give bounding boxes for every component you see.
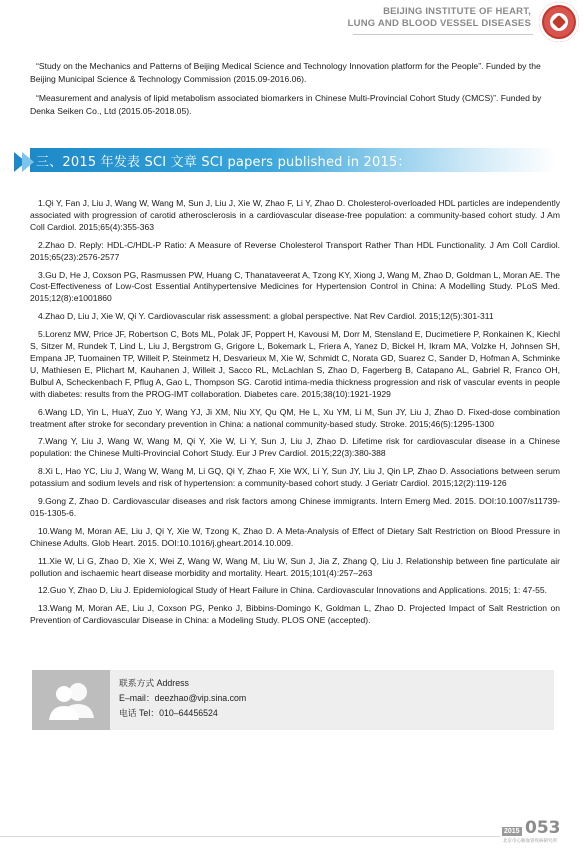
institute-name-line1: BEIJING INSTITUTE OF HEART, — [383, 6, 531, 17]
reference-item: 10.Wang M, Moran AE, Liu J, Qi Y, Xie W, Tzong K, Zhao D. A Meta-Analysis of Effect of Dietary Salt Restriction on Blood Pressure in Chinese Adults. Glob Heart. 2015. DOI:10.1016/j.gheart.2014.10.009. — [30, 525, 560, 548]
reference-item: 12.Guo Y, Zhao D, Liu J. Epidemiological Study of Heart Failure in China. Cardiovascular Innovations and Applications. 2015; 1: 47-55. — [38, 585, 547, 596]
contact-box — [32, 670, 554, 730]
institute-name-line2: LUNG AND BLOOD VESSEL DISEASES — [347, 17, 531, 29]
reference-item: 3.Gu D, He J, Coxson PG, Rasmussen PW, Huang C, Thanataveerat A, Tzong KY, Xiong J, Wang M, Zhao D, Goldman L, Moran AE. The Cost-Effectiveness of Low-Cost Essential Antihypertensive Medicines for Hypertension Control in China: A Modelling Study. PLoS Med. 2015;12(8):e1001860 — [30, 269, 560, 304]
reference-item: 9.Gong Z, Zhao D. Cardiovascular diseases and risk factors among Chinese immigrants. Intern Emerg Med. 2015. DOI:10.1007/s11739-015-1305-6. — [30, 496, 560, 518]
funding-list — [30, 60, 560, 124]
contact-details — [119, 676, 246, 721]
reference-item: 1.Qi Y, Fan J, Liu J, Wang W, Wang M, Sun J, Liu J, Xie W, Zhao F, Li Y, Zhao D. Cholesterol-overloaded HDL particles are independently associated with progression of carotid atherosclerosis in a cardiovascular disease-free population: a community-based cohort study. J Am Coll Cardiol. 2015;65(4):355-363 — [30, 198, 560, 232]
reference-item: 6.Wang LD, Yin L, HuaY, Zuo Y, Wang YJ, Ji XM, Niu XY, Qu QM, He L, Xu YM, Li M, Sun JY, Liu J, Zhao D. Fixed-dose combination treatment after stroke for secondary prevention in China: a national community-based study. Stroke. 2015;46(5):1295-1300 — [30, 406, 560, 429]
footer-rule — [0, 836, 500, 837]
people-icon — [32, 670, 110, 730]
funding-item: “Measurement and analysis of lipid metabolism associated biomarkers in Chinese Multi-Provincial Cohort Study (CMCS)”. Funded by Denka Seiken Co., Ltd (2015.05-2018.05). — [30, 93, 542, 116]
page-header — [0, 0, 583, 38]
footer-subtitle: 北京市心肺血管疾病研究所 — [503, 838, 557, 843]
section-banner — [0, 140, 583, 180]
reference-item: 2.Zhao D. Reply: HDL-C/HDL-P Ratio: A Measure of Reverse Cholesterol Transport Rather Than HDL Functionality. J Am Coll Cardiol. 2015;65(23):2576-2577 — [30, 239, 560, 262]
contact-heading: 联系方式 Address — [119, 678, 189, 688]
section-title: 三、2015 年发表 SCI 文章 SCI papers published in 2015： — [36, 155, 411, 170]
reference-item: 4.Zhao D, Liu J, Xie W, Qi Y. Cardiovascular risk assessment: a global perspective. Nat Rev Cardiol. 2015;12(5):301-311 — [38, 311, 494, 322]
institute-seal-icon — [539, 2, 579, 42]
reference-list — [30, 198, 560, 633]
header-rule — [353, 34, 533, 35]
chevron-right-icon — [22, 152, 34, 172]
contact-email[interactable]: E–mail：deezhao@vip.sina.com — [119, 693, 247, 703]
footer-year: 2015 — [504, 828, 520, 835]
page-number: 053 — [525, 818, 561, 838]
contact-phone: 电话 Tel：010–64456524 — [119, 708, 218, 718]
reference-item: 7.Wang Y, Liu J, Wang W, Wang M, Qi Y, Xie W, Li Y, Sun J, Liu J, Zhao D. Lifetime risk for cardiovascular disease in a Chinese population: the Chinese Multi-Provincial Cohort Study. Eur J Prev Cardiol. 2015;22(3):380-388 — [30, 436, 560, 459]
institute-name — [348, 6, 531, 29]
reference-item: 13.Wang M, Moran AE, Liu J, Coxson PG, Penko J, Bibbins-Domingo K, Goldman L, Zhao D. Projected Impact of Salt Restriction on Prevention of Cardiovascular Disease in China: a Modeling Study. PLOS ONE (accepted). — [30, 603, 560, 626]
funding-item: “Study on the Mechanics and Patterns of Beijing Medical Science and Technology Innovation platform for the People”. Funded by the Beijing Municipal Science & Technology Commission (2015.09-2016.06). — [30, 61, 541, 84]
reference-item: 5.Lorenz MW, Price JF, Robertson C, Bots ML, Polak JF, Poppert H, Kavousi M, Dorr M, Stensland E, Ducimetiere P, Ronkainen K, Kiechl S, Sitzer M, Rundek T, Lind L, Liu J, Bergstrom G, Grigore L, Bokemark L, Friera A, Yanez D, Bickel H, Ikram MA, Volzke H, Johnsen SH, Empana JP, Tuomainen TP, Willeit P, Steinmetz H, Desvarieux M, Xie W, Schmidt C, Norata GD, Suarez C, Sander D, Hofman A, Schminke U, Mathiesen E, Plichart M, Kauhanen J, Willeit J, Sacco RL, McLachlan S, Zhao D, Fagerberg B, Catapano AL, Gabriel R, Franco OH, Bulbul A, Scheckenbach F, Pflug A, Gao L, Thompson SG. Carotid intima-media thickness progression and risk of vascular events in people with diabetes: results from the PROG-IMT collaboration. Diabetes care. 2015;38(10):1921-1929 — [30, 329, 560, 399]
reference-item: 8.Xi L, Hao YC, Liu J, Wang W, Wang M, Li GQ, Qi Y, Zhao F, Xie WX, Li Y, Sun JY, Liu J, Qin LP, Zhao D. Associations between serum potassium and sodium levels and risk of hypertension: a community-based cohort study. J Geriatr Cardiol. 2015;12(2):119-126 — [30, 466, 560, 489]
reference-item: 11.Xie W, Li G, Zhao D, Xie X, Wei Z, Wang W, Wang M, Liu W, Sun J, Jia Z, Zhang Q, Liu J. Relationship between fine particulate air pollution and ischaemic heart disease morbidity and mortality. Heart. 2015;101(4):257–263 — [30, 555, 560, 578]
